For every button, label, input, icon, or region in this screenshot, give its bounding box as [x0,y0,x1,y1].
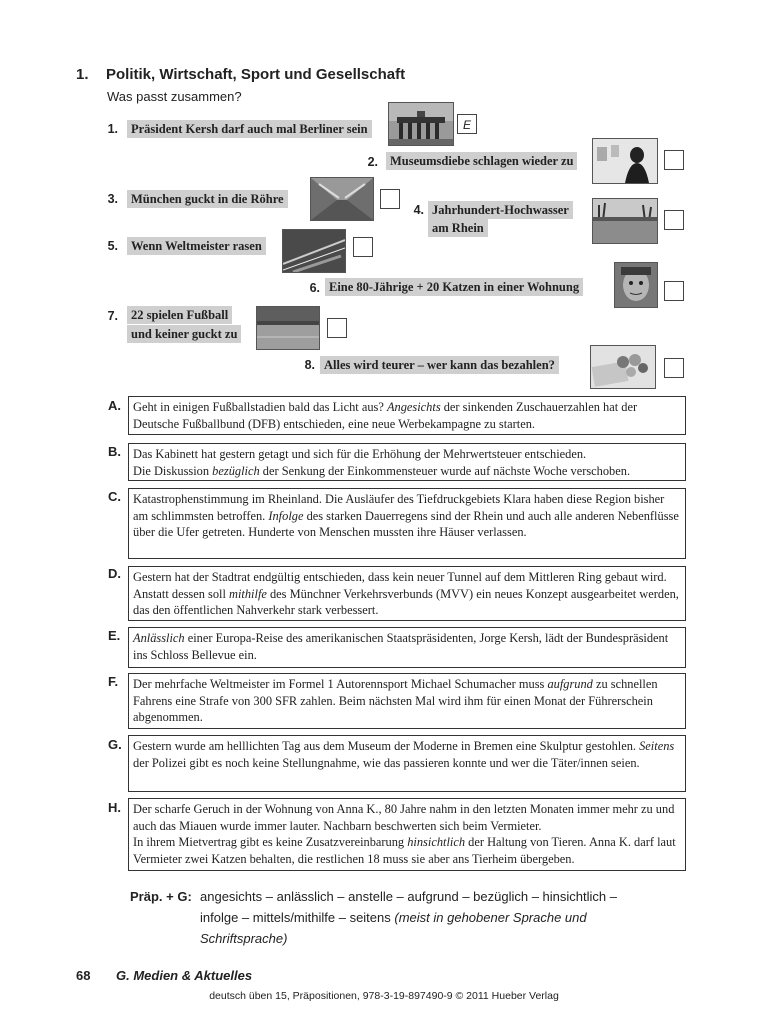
headline-number: 6. [309,281,320,295]
text-letter: A. [108,398,121,413]
money-photo [590,345,656,389]
answer-box-6[interactable] [664,281,684,301]
headline-number: 3. [107,192,118,206]
prepositions-note: (meist in gehobener Sprache und [394,910,587,925]
text-box-e [128,627,686,668]
text-letter: C. [108,489,121,504]
text-body: Gestern hat der Stadtrat endgültig entschieden, dass kein neuer Tunnel auf dem Mittleren Ring gebaut wird. Anstatt dessen soll mithilfe des Münchner Verkehrsverbunds (MVV) ein neues Konzept ausgearbeitet werden, das den öffentlichen Nahverkehr stark verbessert. [133,570,679,617]
exercise-title [76,66,405,83]
text-body: Das Kabinett hat gestern getagt und sich für die Erhöhung der Mehrwertsteuer entschieden. Die Diskussion bezüglich der Senkung der Einkommensteuer wurde auf nächste Woche verschoben. [133,447,631,478]
tunnel-photo [310,177,374,221]
exercise-number: 1. [76,66,89,83]
headline-1: Präsident Kersh darf auch mal Berliner sein [127,120,372,138]
answer-box-5[interactable] [353,237,373,257]
headline-4-line-2: am Rhein [428,219,488,237]
headline-number: 2. [367,155,378,169]
headline-number: 5. [107,239,118,253]
text-body: Anlässlich einer Europa-Reise des amerikanischen Staatspräsidenten, Jorge Kersh, lädt der Bundespräsident ins Schloss Bellevue ein. [133,631,669,662]
headline-number: 1. [107,122,118,136]
text-letter: B. [108,444,121,459]
prepositions-line-2: infolge – mittels/mithilfe – seitens [200,910,391,925]
flood-photo [592,198,658,244]
section-title: G. Medien & Aktuelles [116,968,253,983]
text-letter: D. [108,566,121,581]
text-box-f [128,673,686,729]
headline-6: Eine 80-Jährige + 20 Katzen in einer Wohnung [325,278,583,296]
answer-box-2[interactable] [664,150,684,170]
text-body: Der mehrfache Weltmeister im Formel 1 Autorennsport Michael Schumacher muss aufgrund zu schnellen Fahrens eine Strafe von 300 SFR zahlen. Beim nächsten Mal wird ihm für einen Monat der Führerschein abgenommen. [133,677,658,724]
exercise-title-text: Politik, Wirtschaft, Sport und Gesellschaft [106,66,406,83]
text-letter: E. [108,628,121,643]
text-letter: G. [108,737,122,752]
museum-photo [592,138,658,184]
headline-2: Museumsdiebe schlagen wieder zu [386,152,577,170]
empty-stadium-photo [256,306,320,350]
text-box-d [128,566,686,621]
answer-box-1[interactable]: E [457,114,477,134]
headline-4-line-1: Jahrhundert-Hochwasser [428,201,573,219]
text-body: Geht in einigen Fußballstadien bald das Licht aus? Angesichts der sinkenden Zuschauerzahlen hat der Deutsche Fußballbund (DFB) entschieden, eine neue Werbekampagne zu starten. [133,400,638,431]
answer-box-4[interactable] [664,210,684,230]
page-footer [76,968,252,983]
headline-5: Wenn Weltmeister rasen [127,237,266,255]
text-box-a [128,396,686,435]
text-letter: H. [108,800,121,815]
text-body: Gestern wurde am helllichten Tag aus dem Museum der Moderne in Bremen eine Skulptur gestohlen. Seitens der Polizei gibt es noch keine Stellungnahme, wie das passieren konnte und wer die Täter/innen seien. [133,739,675,770]
answer-box-7[interactable] [327,318,347,338]
prepositions-label: Präp. + G: [130,889,192,904]
text-box-g [128,735,686,792]
text-body: Katastrophenstimmung im Rheinland. Die Ausläufer des Tiefdruckgebiets Klara haben diese Region bisher am schlimmsten betroffen. Infolge des starken Dauerregens sind der Rhein und auch alle anderen Nebenflüsse über die Ufer getreten. Hunderte von Menschen mussten ihre Häuser verlassen. [133,492,679,539]
headline-3: München guckt in die Röhre [127,190,288,208]
text-box-c [128,488,686,559]
copyright-line: deutsch üben 15, Präpositionen, 978-3-19-897490-9 © 2011 Hueber Verlag [209,990,559,1002]
headline-7-line-2: und keiner guckt zu [127,325,241,343]
headline-8: Alles wird teurer – wer kann das bezahlen? [320,356,559,374]
text-letter: F. [108,674,119,689]
answer-box-3[interactable] [380,189,400,209]
headline-7-line-1: 22 spielen Fußball [127,306,232,324]
text-box-h [128,798,686,871]
answer-box-8[interactable] [664,358,684,378]
page-number: 68 [76,968,91,983]
prepositions-note-end: Schriftsprache) [200,931,288,946]
elderly-woman-photo [614,262,658,308]
headline-number: 4. [413,203,424,217]
text-box-b [128,443,686,481]
headline-number: 7. [107,309,118,323]
text-body: Der scharfe Geruch in der Wohnung von Anna K., 80 Jahre nahm in den letzten Monaten immer mehr zu und auch das Miauen wurde immer lauter. Nachbarn beschwerten sich beim Vermieter. In ihrem Mietvertrag gibt es keine Zusatzvereinbarung hinsichtlich der Haltung von Tieren. Anna K. darf laut Vermieter zwei Katzen behalten, die restlichen 18 muss sie aber ans Tierheim übergeben. [133,802,676,866]
speeding-car-photo [282,229,346,273]
exercise-instruction: Was passt zusammen? [107,89,242,104]
brandenburg-gate-photo [388,102,454,146]
headline-number: 8. [304,358,315,372]
prepositions-line-1: angesichts – anlässlich – anstelle – aufgrund – bezüglich – hinsichtlich – [200,889,617,904]
